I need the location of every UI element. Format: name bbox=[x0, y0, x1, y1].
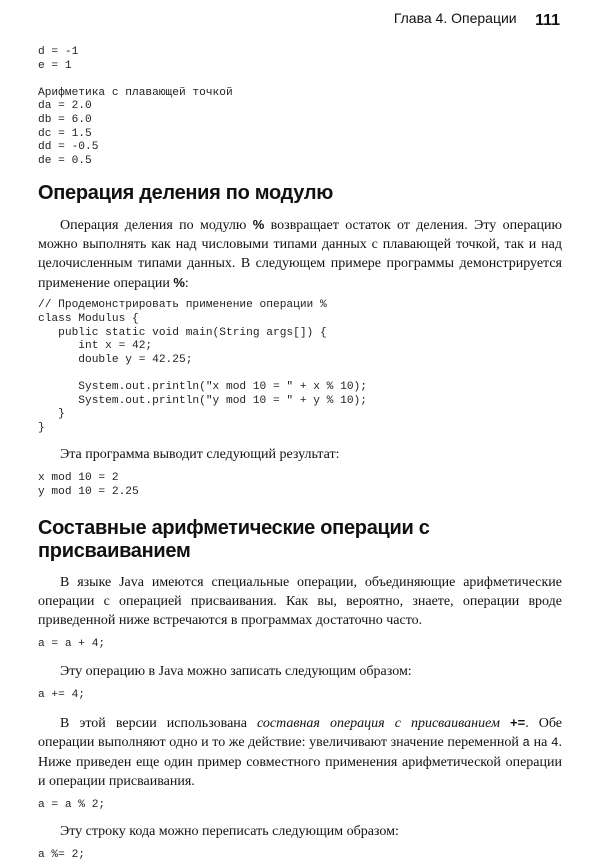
text-run: : bbox=[184, 276, 189, 292]
paragraph-modulus-intro bbox=[38, 215, 562, 293]
inline-code: 4 bbox=[550, 735, 559, 750]
text-run: возвращает остаток от деления. Эту операцию можно выполнять как над числовыми типами данных с плавающей точкой, так и над целочисленным типами данных. В следующем примере программы демонстрируется применение операции bbox=[38, 218, 562, 292]
operator-text: % bbox=[252, 217, 265, 233]
page-header bbox=[40, 12, 560, 38]
text-run: на bbox=[530, 734, 551, 750]
inline-code: a bbox=[522, 735, 530, 750]
code-line-4: a %= 2; bbox=[38, 849, 85, 862]
paragraph-rewrite-1: Эту операцию в Java можно записать следующим образом: bbox=[60, 664, 412, 680]
code-block-output-top: d = -1 e = 1 Арифметика с плавающей точкой da = 2.0 db = 6.0 dc = 1.5 dd = -0.5 de = 0.5 bbox=[38, 46, 233, 167]
code-line-3: a = a % 2; bbox=[38, 798, 106, 811]
paragraph-compound-intro: В языке Java имеются специальные операции, объединяющие арифметические операции с операцией присваивания. Как вы, вероятно, знаете, операции вроде приведенной ниже встречаются в программах достаточно часто. bbox=[38, 575, 562, 629]
text-run: В этой версии использована bbox=[60, 715, 258, 731]
text-run: . Ниже приведен еще один пример совместного применения арифметической операции и операции присваивания. bbox=[38, 734, 562, 789]
text-run: Операция деления по модулю bbox=[60, 218, 253, 234]
text-run: . Обе операции выполняют одно и то же действие: увеличивают значение переменной bbox=[38, 715, 562, 750]
paragraph-rewrite-2: Эту строку кода можно переписать следующим образом: bbox=[60, 824, 399, 840]
paragraph-compound-explain bbox=[38, 713, 562, 791]
code-block-modulus-output: x mod 10 = 2 y mod 10 = 2.25 bbox=[38, 472, 139, 498]
operator-text: % bbox=[173, 275, 185, 291]
section-heading-modulus: Операция деления по модулю bbox=[38, 182, 334, 205]
operator-text: += bbox=[499, 714, 526, 730]
emphasis-term: составная операция с присваиванием bbox=[257, 715, 500, 731]
page-number: 111 bbox=[535, 12, 560, 29]
section-heading-compound: Составные арифметические операции с присваиванием bbox=[38, 517, 430, 563]
paragraph-output-intro: Эта программа выводит следующий результат: bbox=[60, 447, 340, 463]
code-block-modulus: // Продемонстрировать применение операции % class Modulus { public static void main(String args[]) { int x = 42; double y = 42.25; System.out.println("x mod 10 = " + x % 10); System.out.println("y mod 10 = " + y % 10); } } bbox=[38, 299, 367, 434]
page-content bbox=[38, 46, 562, 863]
chapter-title: Глава 4. Операции bbox=[393, 10, 517, 26]
code-line-1: a = a + 4; bbox=[38, 638, 106, 651]
code-line-2: a += 4; bbox=[38, 689, 85, 702]
